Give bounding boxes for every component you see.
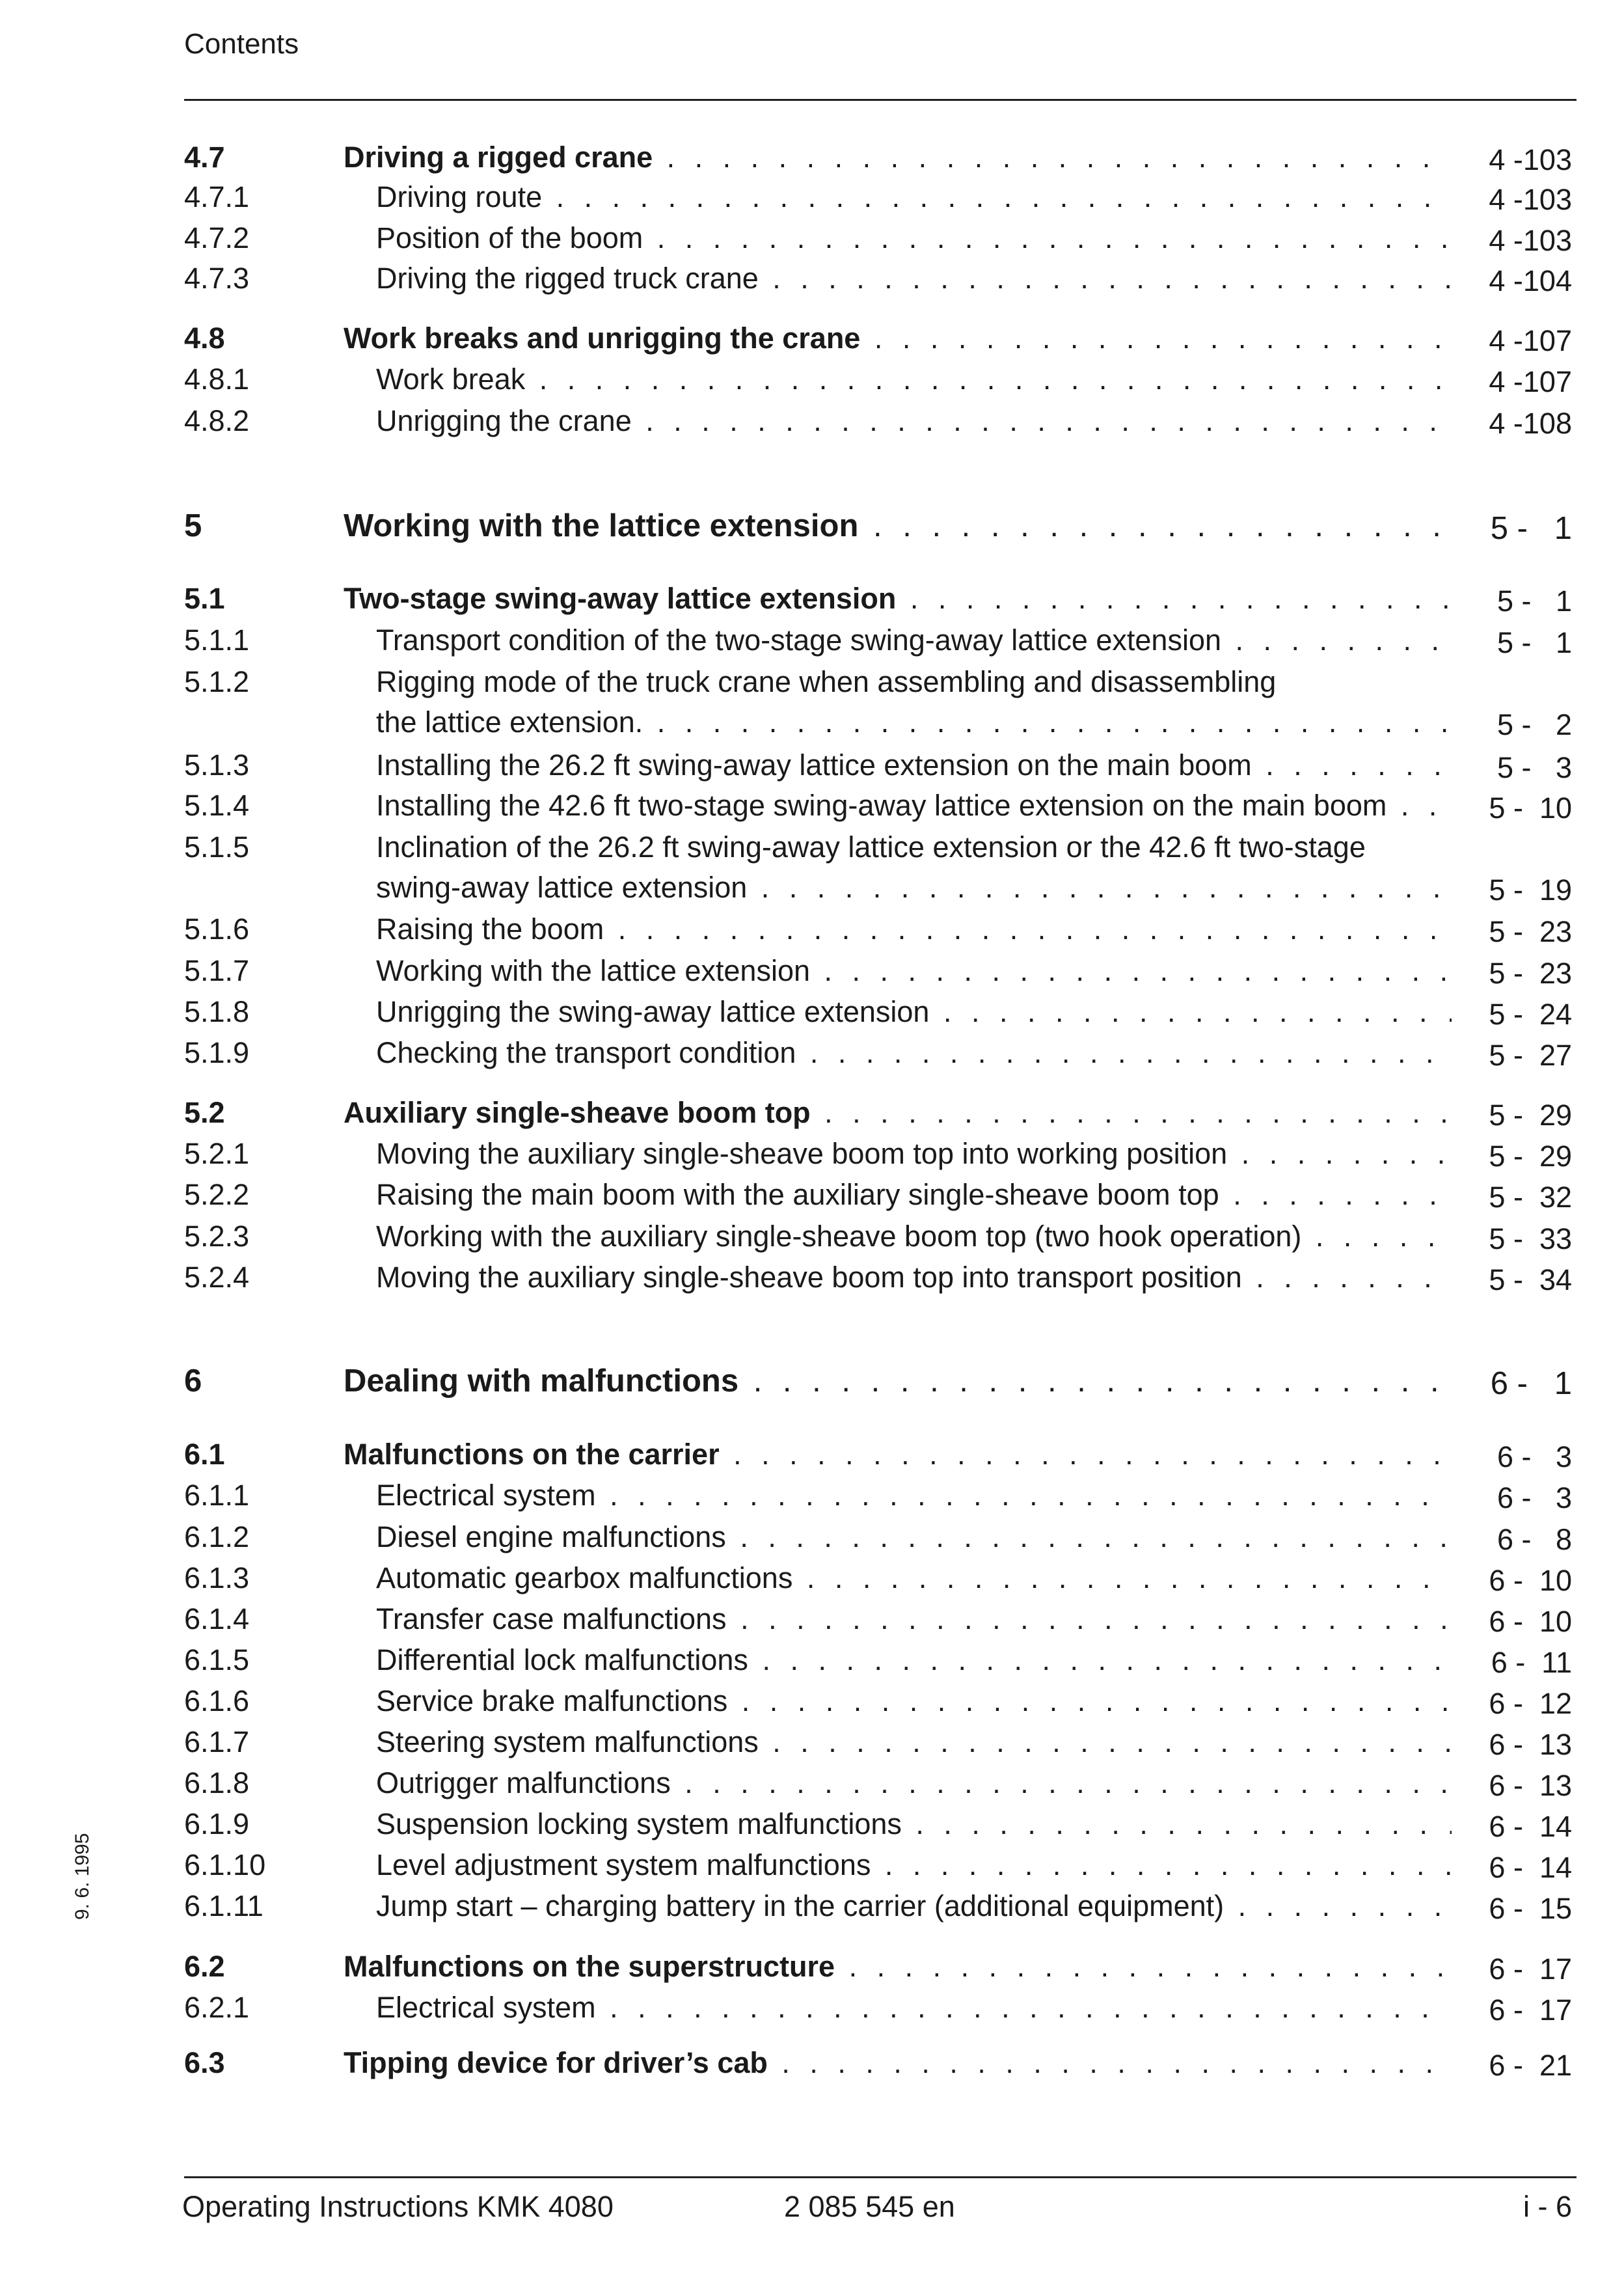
toc-entry[interactable] — [0, 178, 1624, 217]
toc-entry-number: 5.1.2 — [184, 665, 250, 698]
toc-entry[interactable] — [0, 828, 1624, 867]
toc-entry-number: 6.1.6 — [184, 1684, 250, 1717]
toc-entry-number: 5.2 — [184, 1096, 225, 1129]
toc-entry-title: Installing the 26.2 ft swing-away lattice extension on the main boom . . . — [376, 746, 1452, 785]
toc-entry[interactable] — [0, 1361, 1624, 1401]
toc-entry-page: 6 - 3 — [1496, 1481, 1572, 1514]
toc-entry-page: 6 - 3 — [1496, 1440, 1572, 1473]
toc-entry[interactable] — [0, 219, 1624, 258]
toc-entry-number: 4.7.1 — [184, 180, 250, 213]
toc-entry-title: Dealing with malfunctions . . . — [344, 1361, 1452, 1401]
toc-entry[interactable] — [0, 2044, 1624, 2083]
toc-entry[interactable] — [0, 259, 1624, 298]
toc-entry-title: Working with the auxiliary single-sheave boom top (two hook operation) . . . — [376, 1217, 1452, 1256]
toc-entry[interactable] — [0, 1217, 1624, 1256]
toc-entry-number: 6.1.7 — [184, 1725, 250, 1758]
toc-entry-number: 4.7 — [184, 141, 225, 174]
toc-entry[interactable] — [0, 1518, 1624, 1557]
toc-entry-title: Electrical system . . . — [376, 1476, 1452, 1515]
toc-entry-page: 4 -103 — [1489, 224, 1572, 257]
toc-entry-title: Tipping device for driver’s cab . . . — [344, 2044, 1452, 2083]
toc-entry[interactable] — [0, 1033, 1624, 1073]
toc-entry-page: 6 - 15 — [1489, 1892, 1572, 1925]
toc-entry-number: 5.1.8 — [184, 995, 250, 1028]
toc-entry-number: 6.1.8 — [184, 1766, 250, 1799]
toc-entry-title: Moving the auxiliary single-sheave boom top into working position . . . — [376, 1134, 1452, 1173]
toc-entry-page: 5 - 1 — [1496, 626, 1572, 659]
toc-entry-title: Installing the 42.6 ft two-stage swing-away lattice extension on the main boom . . . — [376, 786, 1452, 825]
toc-entry-page: 4 -103 — [1489, 143, 1572, 176]
toc-entry-title: Level adjustment system malfunctions . . . — [376, 1846, 1452, 1885]
toc-entry-number: 6.1.10 — [184, 1848, 266, 1881]
toc-entry-title: Unrigging the swing-away lattice extension . . . — [376, 992, 1452, 1032]
toc-entry[interactable] — [0, 621, 1624, 660]
toc-entry-page: 5 - 2 — [1496, 708, 1572, 741]
toc-entry-title: Suspension locking system malfunctions . . . — [376, 1805, 1452, 1844]
toc-entry-title: the lattice extension. . . . — [376, 703, 1452, 742]
toc-entry-title: Work break . . . — [376, 360, 1452, 399]
toc-entry-number: 6.3 — [184, 2046, 225, 2079]
toc-entry-page: 5 - 24 — [1489, 998, 1572, 1031]
toc-entry[interactable] — [0, 1723, 1624, 1762]
toc-entry-number: 5.1.6 — [184, 912, 250, 946]
toc-entry-page: 4 -107 — [1489, 324, 1572, 357]
toc-entry-title: Working with the lattice extension . . . — [376, 951, 1452, 991]
toc-entry-title: Diesel engine malfunctions . . . — [376, 1518, 1452, 1557]
toc-entry-page: 5 - 33 — [1489, 1222, 1572, 1255]
toc-entry-number: 5.1.7 — [184, 954, 250, 987]
toc-entry[interactable] — [0, 703, 1624, 742]
toc-entry-page: 5 - 10 — [1489, 791, 1572, 825]
toc-entry-page: 5 - 29 — [1489, 1140, 1572, 1173]
toc-entry-title: Rigging mode of the truck crane when assembling and disassembling — [376, 665, 1277, 698]
toc-entry-number: 5.1.4 — [184, 789, 250, 822]
toc-entry-page: 6 - 10 — [1489, 1564, 1572, 1597]
toc-entry-number: 5.1 — [184, 582, 225, 615]
toc-entry[interactable] — [0, 1764, 1624, 1803]
toc-entry-number: 5 — [184, 508, 202, 543]
toc-entry[interactable] — [0, 1600, 1624, 1639]
toc-entry-page: 5 - 23 — [1489, 915, 1572, 948]
toc-entry[interactable] — [0, 1476, 1624, 1515]
toc-entry-page: 5 - 32 — [1489, 1181, 1572, 1214]
toc-entry-title: Moving the auxiliary single-sheave boom top into transport position . . . — [376, 1258, 1452, 1297]
toc-entry-page: 5 - 29 — [1489, 1099, 1572, 1132]
toc-entry-title: Work breaks and unrigging the crane . . . — [344, 319, 1452, 358]
toc-entry-number: 5.1.3 — [184, 748, 250, 782]
toc-entry-page: 6 - 8 — [1496, 1523, 1572, 1556]
toc-entry[interactable] — [0, 951, 1624, 991]
toc-entry-page: 6 - 10 — [1489, 1605, 1572, 1638]
toc-entry-title: Outrigger malfunctions . . . — [376, 1764, 1452, 1803]
footer-divider — [184, 2176, 1577, 2178]
toc-entry[interactable] — [0, 1887, 1624, 1926]
toc-entry-number: 6.2.1 — [184, 1991, 250, 2024]
toc-entry-number: 6 — [184, 1363, 202, 1399]
toc-entry[interactable] — [0, 868, 1624, 907]
toc-entry[interactable] — [0, 1559, 1624, 1598]
toc-entry-page: 6 - 14 — [1489, 1810, 1572, 1843]
toc-entry[interactable] — [0, 506, 1624, 545]
toc-entry[interactable] — [0, 1435, 1624, 1474]
toc-entry-number: 5.1.5 — [184, 830, 250, 864]
toc-entry-number: 6.1.5 — [184, 1643, 250, 1676]
toc-entry-number: 6.2 — [184, 1950, 225, 1983]
toc-entry-title: Electrical system . . . — [376, 1988, 1452, 2027]
toc-entry[interactable] — [0, 746, 1624, 785]
toc-entry-page: 6 - 14 — [1489, 1851, 1572, 1884]
toc-entry-title: Differential lock malfunctions . . . — [376, 1641, 1452, 1680]
toc-entry[interactable] — [0, 360, 1624, 399]
toc-entry-title: Malfunctions on the carrier . . . — [344, 1435, 1452, 1474]
toc-entry[interactable] — [0, 402, 1624, 441]
toc-entry-number: 4.8.1 — [184, 362, 250, 396]
toc-entry-title: Service brake malfunctions . . . — [376, 1682, 1452, 1721]
page-header-title: Contents — [184, 28, 299, 60]
toc-entry[interactable] — [0, 786, 1624, 825]
toc-entry[interactable] — [0, 319, 1624, 358]
toc-entry-title: Unrigging the crane . . . — [376, 402, 1452, 441]
toc-entry-page: 6 - 17 — [1489, 1993, 1572, 2027]
toc-entry-page: 5 - 34 — [1489, 1263, 1572, 1296]
toc-entry[interactable] — [0, 1682, 1624, 1721]
toc-entry-page: 4 -103 — [1489, 183, 1572, 216]
toc-entry-number: 6.1.1 — [184, 1479, 250, 1512]
footer-document-number: 2 085 545 en — [784, 2190, 955, 2223]
toc-entry-title: Automatic gearbox malfunctions . . . — [376, 1559, 1452, 1598]
toc-entry-title: swing-away lattice extension . . . — [376, 868, 1452, 907]
toc-entry-number: 5.1.1 — [184, 623, 250, 657]
toc-entry[interactable] — [0, 1947, 1624, 1986]
toc-entry-page: 4 -108 — [1489, 407, 1572, 440]
toc-entry-title: Jump start – charging battery in the carrier (additional equipment) . . . — [376, 1887, 1452, 1926]
toc-entry-page: 6 - 1 — [1490, 1366, 1572, 1401]
toc-entry-title: Transfer case malfunctions . . . — [376, 1600, 1452, 1639]
toc-entry-title: Driving route . . . — [376, 178, 1452, 217]
toc-entry-title: Driving a rigged crane . . . — [344, 138, 1452, 177]
toc-entry[interactable] — [0, 1988, 1624, 2027]
toc-entry-number: 5.2.3 — [184, 1220, 250, 1253]
toc-entry[interactable] — [0, 1258, 1624, 1297]
toc-entry-number: 6.1 — [184, 1438, 225, 1471]
toc-entry[interactable] — [0, 1641, 1624, 1680]
toc-entry-page: 5 - 1 — [1496, 584, 1572, 618]
toc-entry-title: Transport condition of the two-stage swing-away lattice extension . . . — [376, 621, 1452, 660]
side-date-stamp: 9. 6. 1995 — [72, 1833, 93, 1920]
toc-entry[interactable] — [0, 1846, 1624, 1885]
toc-entry[interactable] — [0, 1134, 1624, 1173]
toc-entry-page: 6 - 17 — [1489, 1952, 1572, 1986]
toc-entry-title: Raising the boom . . . — [376, 910, 1452, 949]
toc-entry-title: Steering system malfunctions . . . — [376, 1723, 1452, 1762]
toc-entry-number: 6.1.9 — [184, 1807, 250, 1840]
toc-entry-title: Malfunctions on the superstructure . . . — [344, 1947, 1452, 1986]
toc-entry-number: 5.1.9 — [184, 1036, 250, 1069]
toc-entry-title: Driving the rigged truck crane . . . — [376, 259, 1452, 298]
toc-entry-title: Checking the transport condition . . . — [376, 1033, 1452, 1073]
toc-entry-page: 6 - 12 — [1489, 1687, 1572, 1720]
toc-entry-title: Working with the lattice extension . . . — [344, 506, 1452, 545]
toc-entry[interactable] — [0, 579, 1624, 618]
toc-entry-number: 5.2.4 — [184, 1261, 250, 1294]
toc-entry-page: 5 - 3 — [1496, 751, 1572, 784]
toc-entry-number: 5.2.1 — [184, 1137, 250, 1170]
toc-entry[interactable] — [0, 992, 1624, 1032]
footer-page-number: i - 6 — [1522, 2190, 1572, 2223]
toc-entry[interactable] — [0, 663, 1624, 702]
toc-entry[interactable] — [0, 1175, 1624, 1214]
toc-entry-page: 5 - 19 — [1489, 873, 1572, 907]
toc-entry[interactable] — [0, 1805, 1624, 1844]
toc-entry-page: 6 - 13 — [1489, 1769, 1572, 1802]
toc-entry-title: Raising the main boom with the auxiliary single-sheave boom top . . . — [376, 1175, 1452, 1214]
toc-entry-number: 4.8.2 — [184, 404, 250, 437]
toc-entry-page: 5 - 27 — [1489, 1039, 1572, 1072]
toc-entry-page: 4 -104 — [1489, 264, 1572, 297]
toc-entry-number: 4.7.2 — [184, 221, 250, 254]
toc-entry-number: 6.1.4 — [184, 1602, 250, 1635]
toc-entry-number: 6.1.2 — [184, 1520, 250, 1553]
toc-entry[interactable] — [0, 138, 1624, 177]
toc-entry-title: Position of the boom . . . — [376, 219, 1452, 258]
footer-manual-title: Operating Instructions KMK 4080 — [182, 2190, 614, 2223]
toc-entry[interactable] — [0, 910, 1624, 949]
toc-entry-number: 4.8 — [184, 321, 225, 355]
toc-entry[interactable] — [0, 1093, 1624, 1132]
toc-entry-number: 5.2.2 — [184, 1178, 250, 1211]
toc-entry-number: 6.1.11 — [184, 1889, 264, 1922]
toc-entry-page: 6 - 21 — [1489, 2049, 1572, 2082]
toc-entry-page: 5 - 1 — [1490, 511, 1572, 546]
toc-entry-number: 4.7.3 — [184, 262, 250, 295]
toc-entry-page: 6 - 11 — [1491, 1646, 1572, 1679]
toc-entry-page: 5 - 23 — [1489, 957, 1572, 990]
toc-entry-number: 6.1.3 — [184, 1561, 250, 1594]
toc-entry-title: Auxiliary single-sheave boom top . . . — [344, 1093, 1452, 1132]
toc-entry-page: 4 -107 — [1489, 365, 1572, 398]
toc-entry-title: Two-stage swing-away lattice extension . . . — [344, 579, 1452, 618]
toc-entry-page: 6 - 13 — [1489, 1728, 1572, 1761]
toc-entry-title: Inclination of the 26.2 ft swing-away lattice extension or the 42.6 ft two-stage — [376, 830, 1366, 864]
